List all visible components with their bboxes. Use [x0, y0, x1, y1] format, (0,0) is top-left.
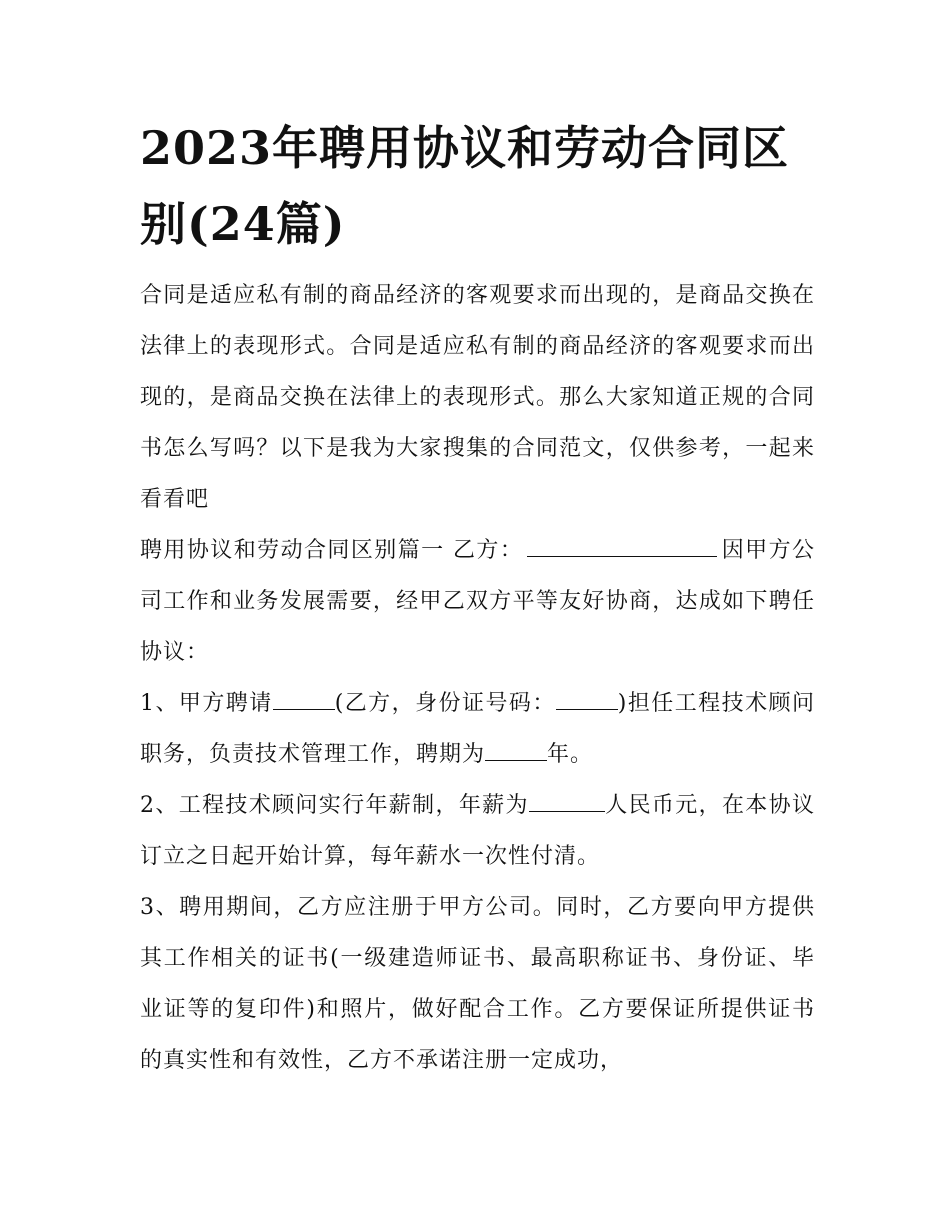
- clause-3: 3、聘用期间，乙方应注册于甲方公司。同时，乙方要向甲方提供其工作相关的证书(一级建造师证书、最高职称证书、身份证、毕业证等的复印件)和照片，做好配合工作。乙方要保证所提供证书的真实性和有效性，乙方不承诺注册一定成功，: [140, 895, 815, 1073]
- section-one-paragraph: [140, 525, 815, 678]
- intro-paragraph: 合同是适应私有制的商品经济的客观要求而出现的，是商品交换在法律上的表现形式。合同是适应私有制的商品经济的客观要求而出现的，是商品交换在法律上的表现形式。那么大家知道正规的合同书怎么写吗？以下是我为大家搜集的合同范文，仅供参考，一起来看看吧: [140, 283, 815, 512]
- clause-1-text-b: (乙方，身份证号码：: [334, 691, 556, 716]
- term-years-blank[interactable]: [485, 736, 547, 761]
- clause-2: [140, 780, 815, 882]
- clause-2-text-a: 2、工程技术顾问实行年薪制，年薪为: [140, 793, 529, 818]
- clause-1-text-a: 1、甲方聘请: [140, 691, 273, 716]
- party-b-name-blank[interactable]: [527, 532, 717, 557]
- section-one-body: 因甲方公司工作和业务发展需要，经甲乙双方平等友好协商，达成如下聘任协议：: [140, 538, 815, 665]
- id-number-blank[interactable]: [556, 685, 618, 710]
- document-title: 2023年聘用协议和劳动合同区别(24篇): [140, 121, 790, 251]
- clause-2-text-b: 人民币元，在本协议订立之日起开始计算，每年薪水一次性付清。: [140, 793, 815, 869]
- document-page: [140, 110, 815, 1086]
- clause-1-text-c: )担任工程技术顾问职务，负责技术管理工作，聘期为: [140, 691, 815, 767]
- annual-salary-blank[interactable]: [529, 787, 605, 812]
- appointee-name-blank[interactable]: [273, 685, 335, 710]
- section-one-lead: 聘用协议和劳动合同区别篇一 乙方：: [140, 538, 524, 563]
- clause-1: [140, 678, 815, 780]
- clause-1-text-d: 年。: [547, 742, 594, 767]
